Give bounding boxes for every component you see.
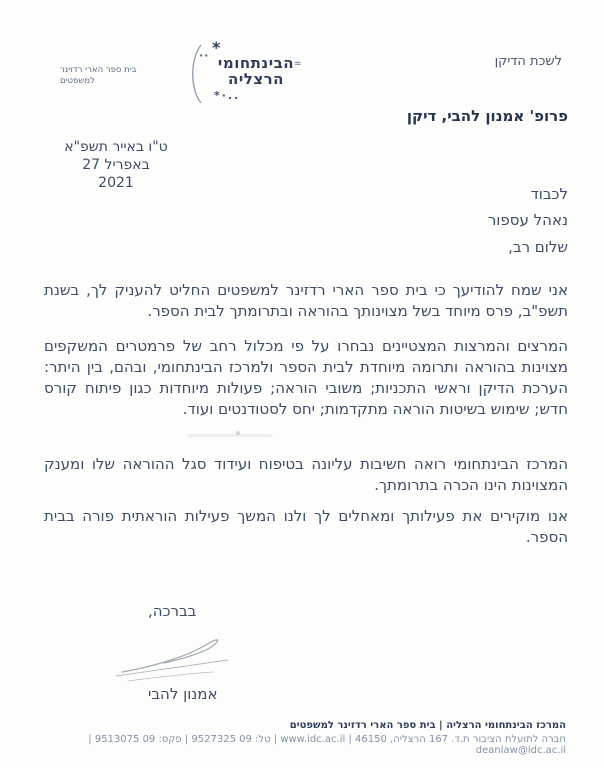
dean-office-label: לשכת הדיקן — [494, 54, 562, 69]
star-trail-icon: *·.. — [214, 89, 241, 102]
salutation-greeting: שלום רב, — [508, 238, 568, 256]
date-hebrew: ט"ו באייר תשפ"א — [64, 139, 168, 155]
logo-name-line2: הרצליה — [228, 70, 284, 88]
dash-marks-icon: = — [294, 59, 302, 69]
dots-icon: ·· — [199, 49, 210, 62]
date-block — [64, 138, 168, 192]
scan-smudge-dot — [236, 431, 240, 435]
body-paragraph: אני שמח להודיעך כי בית ספר הארי רדזינר למשפטים החליט להעניק לך, בשנת תשפ"ב, פרס מיוחד בשל מצוינותך בהוראה ובתרומתך לבית הספר. — [44, 281, 568, 320]
recipient-name: נאהל עספור — [487, 211, 568, 229]
logo-school-line1: בית ספר הארי רדזינר — [60, 65, 137, 75]
scan-smudge — [188, 434, 272, 437]
signature — [112, 634, 238, 684]
date-gregorian: 27 באפריל 2021 — [82, 157, 150, 191]
salutation-to: לכבוד — [530, 185, 568, 203]
star-icon: * — [212, 38, 221, 57]
signature-name: אמנון להבי — [148, 685, 218, 703]
logo-name-line1: הבינתחומי — [217, 54, 295, 72]
body-paragraph: אנו מוקירים את פעילותך ומאחלים לך ולנו המשך פעילות הוראתית פורה בבית הספר. — [44, 507, 568, 546]
footer-org-line: המרכז הבינתחומי הרצליה | בית ספר הארי רדזינר למשפטים — [289, 720, 566, 731]
footer-contact-line: חברה לתועלת הציבור ת.ד. 167 הרצליה, 46150 ‏| www.idc.ac.il ‏| טל: 09 9527325 ‏| פקס: 09 9513075 ‏| deanlaw@idc.ac.il — [88, 734, 566, 756]
closing-regards: בברכה, — [148, 602, 197, 620]
logo-school-name — [60, 65, 168, 86]
body-paragraph: המרכז הבינתחומי רואה חשיבות עליונה בטיפוח ועידוד סגל ההוראה שלו ומענק המצוינות הינו הכרה בתרומתך. — [44, 455, 568, 494]
sender-title: פרופ' אמנון להבי, דיקן — [406, 107, 568, 125]
logo-wordmark — [210, 55, 302, 87]
body-paragraph: המרצים והמרצות המצטיינים נבחרו על פי מכלול רחב של פרמטרים המשקפים מצוינות בהוראה ותרומה מיוחדת לבית הספר ולמרכז הבינתחומי, ובהם, בין היתר: הערכת הדיקן וראשי התכניות; משובי הוראה; פעולות מיוחדות כגון פיתוח קורס חדש; שימוש בשיטות הוראה מתקדמות; יחס לסטודנטים ועוד. — [44, 337, 568, 418]
logo-school-line2: למשפטים — [60, 75, 95, 86]
